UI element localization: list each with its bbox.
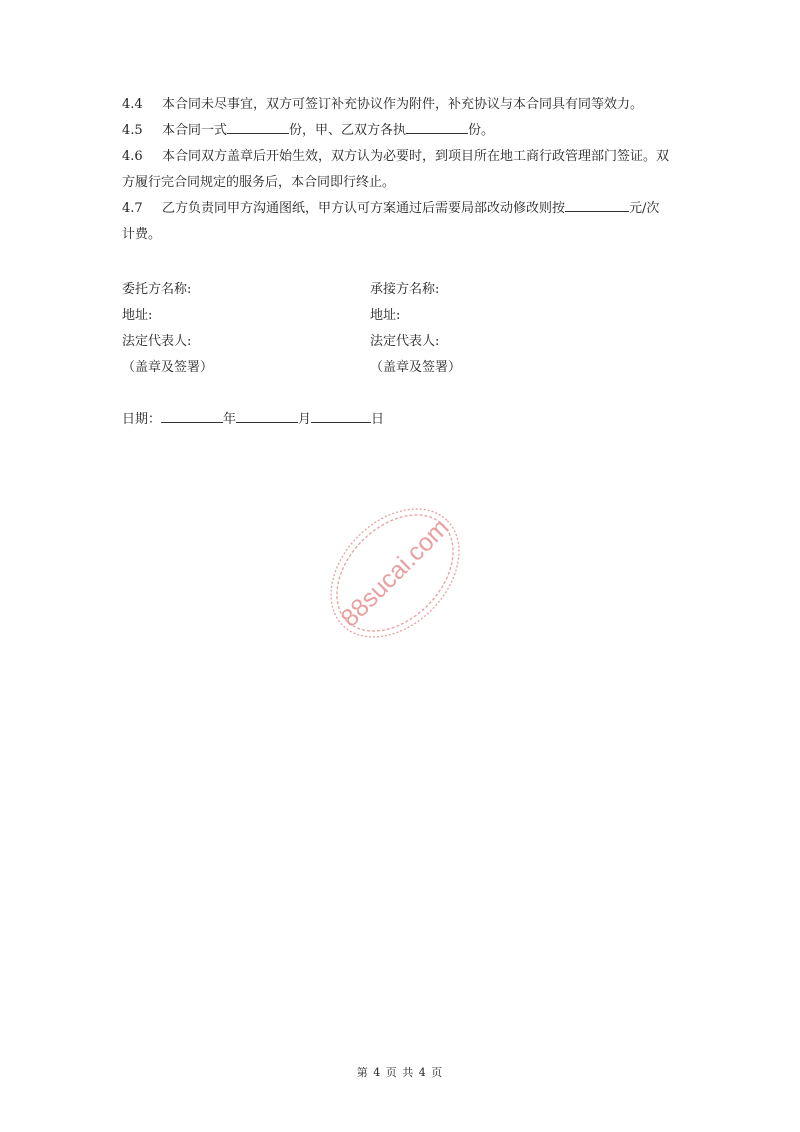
- clause-text: 乙方负责同甲方沟通图纸，甲方认可方案通过后需要局部改动修改则按: [162, 201, 566, 216]
- clause-line-2: 方履行完合同规定的服务后，本合同即行终止。: [122, 175, 396, 190]
- client-address-label: 地址:: [122, 308, 153, 323]
- clause-text-end: 元/次: [629, 201, 660, 216]
- year-label: 年: [223, 412, 237, 427]
- clause-text: 本合同双方盖章后开始生效，双方认为必要时，到项目所在地工商行政管理部门签证。双: [162, 149, 670, 164]
- clause-4-6: [122, 144, 682, 196]
- clause-number: 4.6: [122, 149, 143, 164]
- clause-line-2: 计费。: [122, 227, 162, 242]
- clause-text-part-3: 份。: [468, 123, 495, 138]
- copies-total-blank[interactable]: [227, 119, 289, 134]
- clause-line-1: [122, 144, 682, 170]
- client-seal-label: （盖章及签署）: [122, 360, 214, 375]
- clause-4-4: [122, 92, 682, 118]
- month-blank[interactable]: [236, 408, 298, 423]
- clause-number: 4.4: [122, 97, 143, 112]
- contractor-seal-label: （盖章及签署）: [370, 360, 462, 375]
- date-line: [122, 407, 384, 433]
- client-name-label: 委托方名称:: [122, 282, 192, 297]
- day-blank[interactable]: [311, 408, 371, 423]
- contractor-address-label: 地址:: [370, 308, 401, 323]
- page-footer: 第 4 页 共 4 页: [356, 1066, 444, 1079]
- client-signature-block: [122, 277, 213, 381]
- clause-number: 4.5: [122, 123, 143, 138]
- clause-4-5: [122, 118, 682, 144]
- fee-blank[interactable]: [565, 197, 629, 212]
- watermark-stamp: [320, 498, 470, 648]
- contractor-rep-label: 法定代表人:: [370, 334, 440, 349]
- copies-each-blank[interactable]: [406, 119, 468, 134]
- date-label: 日期：: [122, 412, 162, 427]
- contractor-name-label: 承接方名称:: [370, 282, 440, 297]
- day-label: 日: [371, 412, 385, 427]
- watermark-text: 88sucai.com: [335, 513, 455, 633]
- clause-4-7: [122, 196, 682, 248]
- year-blank[interactable]: [161, 408, 223, 423]
- clause-text-part-2: 份，甲、乙双方各执: [289, 123, 407, 138]
- clause-line-1: [122, 196, 682, 222]
- client-rep-label: 法定代表人:: [122, 334, 192, 349]
- contractor-signature-block: [370, 277, 461, 381]
- month-label: 月: [298, 412, 312, 427]
- clause-text-part-1: 本合同一式: [162, 123, 228, 138]
- clause-number: 4.7: [122, 201, 143, 216]
- clause-text: 本合同未尽事宜，双方可签订补充协议作为附件，补充协议与本合同具有同等效力。: [162, 97, 644, 112]
